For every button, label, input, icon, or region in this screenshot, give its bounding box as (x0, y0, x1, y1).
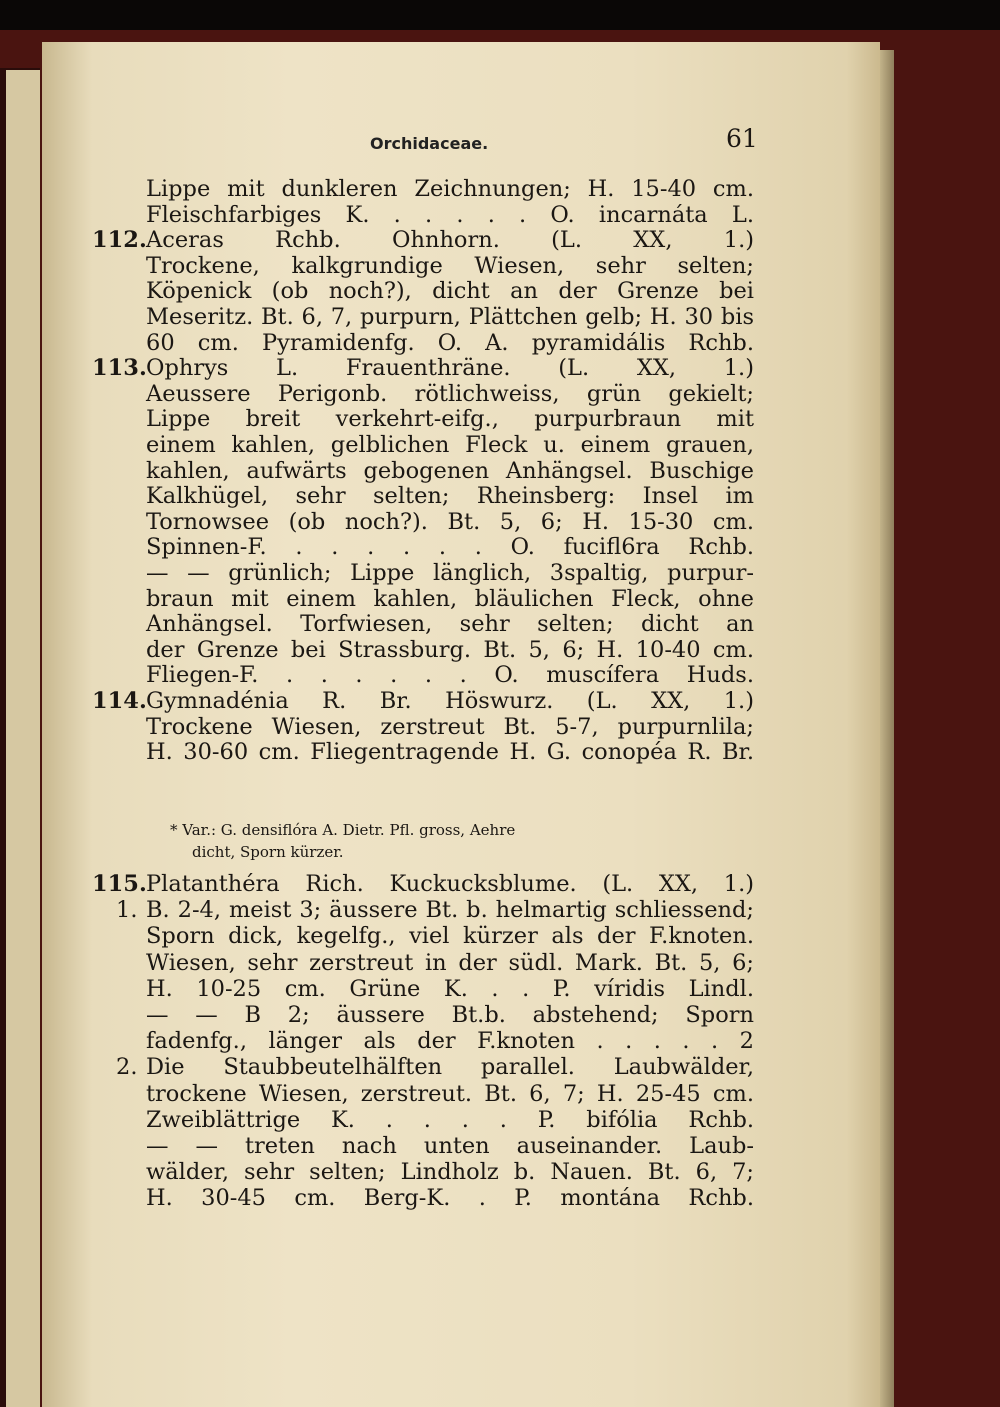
text-line: Kalkhügel, sehr selten; Rheinsberg: Insel im (146, 483, 754, 510)
text-line: — — treten nach unten auseinander. Laub- (146, 1133, 754, 1159)
text-line: braun mit einem kahlen, bläulichen Fleck, ohne (146, 585, 754, 612)
entry-number: 114. (92, 688, 147, 714)
entry-number: 112. (92, 227, 147, 254)
text-line: Lippe mit dunkleren Zeichnungen; H. 15-40 cm. (146, 176, 754, 202)
text-line: wälder, sehr selten; Lindholz b. Nauen. Bt. 6, 7; (146, 1159, 754, 1186)
text-line: Aceras Rchb. Ohnhorn. (L. XX, 1.) (146, 227, 754, 254)
text-line: Aeussere Perigonb. rötlichweiss, grün gekielt; (146, 380, 754, 407)
text-line: kahlen, aufwärts gebogenen Anhängsel. Buschige (146, 457, 754, 484)
text-line: B. 2-4, meist 3; äussere Bt. b. helmartig schliessend; (146, 897, 754, 924)
text-line: H. 30-60 cm. Fliegentragende H. G. conopéa R. Br. (146, 739, 754, 766)
text-line: Die Staubbeutelhälften parallel. Laubwälder, (146, 1054, 754, 1081)
entry-number: 2. (116, 1054, 138, 1081)
entry-number: 113. (92, 355, 147, 382)
text-line: H. 10-25 cm. Grüne K. . . P. víridis Lindl. (146, 975, 754, 1002)
text-line: Anhängsel. Torfwiesen, sehr selten; dicht an (146, 611, 754, 638)
text-line: — — grünlich; Lippe länglich, 3spaltig, purpur- (146, 560, 754, 586)
left-page-edge (6, 70, 40, 1407)
text-line: Gymnadénia R. Br. Höswurz. (L. XX, 1.) (146, 688, 754, 714)
text-line: trockene Wiesen, zerstreut. Bt. 6, 7; H. 25-45 cm. (146, 1080, 754, 1107)
text-line: der Grenze bei Strassburg. Bt. 5, 6; H. 10-40 cm. (146, 636, 754, 663)
text-line: fadenfg., länger als der F.knoten . . . . . 2 (146, 1028, 754, 1055)
text-line: Fleischfarbiges K. . . . . . O. incarnáta L. (146, 201, 754, 228)
text-line: Zweiblättrige K. . . . . P. bifólia Rchb. (146, 1106, 754, 1133)
running-header: Orchidaceae. (370, 134, 489, 153)
text-line: Spinnen-F. . . . . . . O. fucifl6ra Rchb. (146, 534, 754, 561)
text-line: Platanthéra Rich. Kuckucksblume. (L. XX, 1.) (146, 871, 754, 897)
text-line: 60 cm. Pyramidenfg. O. A. pyramidális Rchb. (146, 329, 754, 356)
entry-number: 115. (92, 871, 147, 897)
text-line: Köpenick (ob noch?), dicht an der Grenze bei (146, 278, 754, 305)
text-line: Trockene, kalkgrundige Wiesen, sehr selten; (146, 252, 754, 279)
footnote-line: dicht, Sporn kürzer. (192, 843, 344, 861)
page-number: 61 (726, 124, 758, 153)
text-line: Wiesen, sehr zerstreut in der südl. Mark. Bt. 5, 6; (146, 949, 754, 976)
text-line: Sporn dick, kegelfg., viel kürzer als der F.knoten. (146, 923, 754, 950)
text-line: H. 30-45 cm. Berg-K. . P. montána Rchb. (146, 1185, 754, 1212)
footnote-line: * Var.: G. densiflóra A. Dietr. Pfl. gross, Aehre (170, 821, 516, 839)
text-line: Lippe breit verkehrt-eifg., purpurbraun mit (146, 406, 754, 433)
entry-number: 1. (116, 897, 138, 924)
text-line: Ophrys L. Frauenthräne. (L. XX, 1.) (146, 355, 754, 382)
text-line: Trockene Wiesen, zerstreut Bt. 5-7, purpurnlila; (146, 713, 754, 740)
text-line: Fliegen-F. . . . . . . O. muscífera Huds. (146, 662, 754, 689)
text-line: Tornowsee (ob noch?). Bt. 5, 6; H. 15-30 cm. (146, 508, 754, 535)
text-line: einem kahlen, gelblichen Fleck u. einem grauen, (146, 432, 754, 458)
page-stack-edge (880, 50, 894, 1407)
text-line: Meseritz. Bt. 6, 7, purpurn, Plättchen gelb; H. 30 bis (146, 304, 754, 330)
text-line: — — B 2; äussere Bt.b. abstehend; Sporn (146, 1002, 754, 1028)
